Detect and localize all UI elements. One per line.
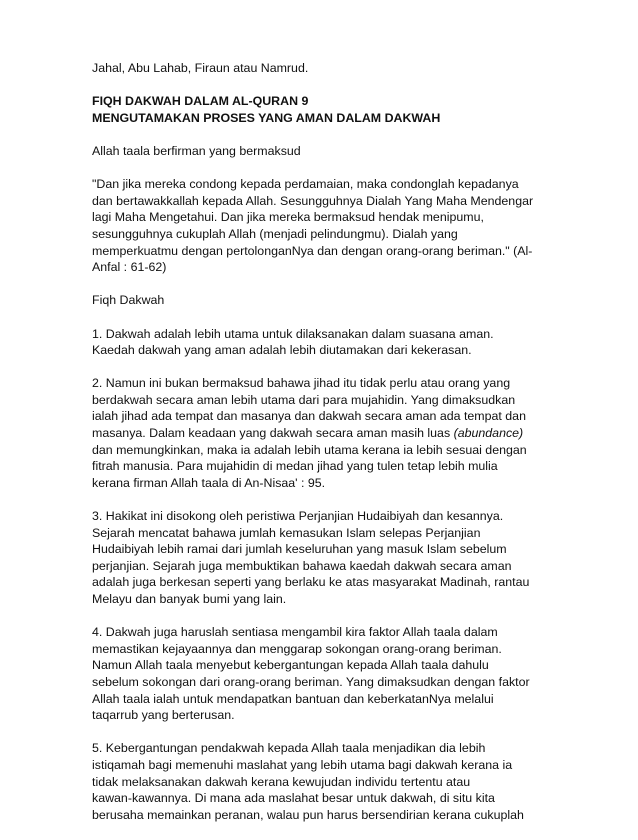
text-line: Allah taala ialah untuk mendapatkan bantuan dan keberkatanNya melalui	[92, 691, 494, 706]
point-4-paragraph	[92, 624, 562, 724]
text-line: memastikan kejayaannya dan menggarap sokongan orang-orang beriman.	[92, 641, 502, 656]
text-line: sesungguhnya cukuplah Allah (menjadi pelindungmu). Dialah yang	[92, 226, 458, 241]
text-line: kerana firman Allah taala di An-Nisaa' : 95.	[92, 475, 326, 490]
text-line: 5. Kebergantungan pendakwah kepada Allah taala menjadikan dia lebih	[92, 741, 486, 756]
point-1-paragraph	[92, 326, 562, 359]
text-line: Kaedah dakwah yang aman adalah lebih diutamakan dari kekerasan.	[92, 343, 472, 358]
point-2-paragraph	[92, 375, 562, 491]
text-line: 3. Hakikat ini disokong oleh peristiwa Perjanjian Hudaibiyah dan kesannya.	[92, 509, 504, 524]
text-line: "Dan jika mereka condong kepada perdamaian, maka condonglah kepadanya	[92, 177, 519, 192]
text-line: 4. Dakwah juga haruslah sentiasa mengambil kira faktor Allah taala dalam	[92, 625, 498, 640]
italic-term: (abundance)	[453, 426, 524, 441]
text-segment: masanya. Dalam keadaan yang dakwah secara aman masih luas	[92, 426, 454, 441]
text-line: fitrah manusia. Para mujahidin di medan jihad yang tulen tetap lebih mulia	[92, 459, 498, 474]
text-line-with-italic	[92, 425, 562, 442]
title-line: FIQH DAKWAH DALAM AL-QURAN 9	[92, 94, 309, 109]
text-line: lagi Maha Mengetahui. Dan jika mereka bermaksud hendak menipumu,	[92, 210, 484, 225]
point-5-paragraph	[92, 740, 562, 823]
text-line: berdakwah secara aman lebih utama dari para mujahidin. Yang dimaksudkan	[92, 392, 516, 407]
section-heading	[92, 292, 562, 309]
text-line: 2. Namun ini bukan bermaksud bahawa jihad itu tidak perlu atau orang yang	[92, 376, 511, 391]
text-line: dan memungkinkan, maka ia adalah lebih utama kerana ia lebih sesuai dengan	[92, 442, 527, 457]
text-line: berusaha memainkan peranan, walau pun harus bersendirian kerana cukuplah	[92, 807, 524, 822]
text-line: memperkuatmu dengan pertolonganNya dan dengan orang-orang beriman." (Al-	[92, 243, 533, 258]
text-line: Hudaibiyah lebih ramai dari jumlah keseluruhan yang masuk Islam sebelum	[92, 542, 507, 557]
text-line: Jahal, Abu Lahab, Firaun atau Namrud.	[92, 61, 309, 75]
document-title	[92, 93, 562, 126]
text-line: perjanjian. Sejarah juga membuktikan bahawa kaedah dakwah secara aman	[92, 558, 512, 573]
text-line: Namun Allah taala menyebut kebergantungan kepada Allah taala dahulu	[92, 658, 489, 673]
document-page	[92, 60, 562, 840]
text-line: tidak melaksanakan dakwah kerana kewujudan individu tertentu atau	[92, 774, 471, 789]
title-line: MENGUTAMAKAN PROSES YANG AMAN DALAM DAKWAH	[92, 110, 441, 125]
intro-paragraph	[92, 60, 562, 77]
point-3-paragraph	[92, 508, 562, 608]
quote-paragraph	[92, 176, 562, 276]
text-line: Melayu dan banyak bumi yang lain.	[92, 592, 287, 606]
text-line: Anfal : 61-62)	[92, 260, 167, 275]
text-line: ialah jihad ada tempat dan masanya dan dakwah secara aman ada tempat dan	[92, 409, 526, 424]
text-line: taqarrub yang berterusan.	[92, 708, 235, 723]
text-line: dan bertawakkallah kepada Allah. Sesungguhnya Dialah Yang Maha Mendengar	[92, 193, 534, 208]
text-line: adalah juga berkesan seperti yang berlaku ke atas masyarakat Madinah, rantau	[92, 575, 530, 590]
text-line: istiqamah bagi memenuhi maslahat yang lebih utama bagi dakwah kerana ia	[92, 757, 513, 772]
text-line: sebelum sokongan dari orang-orang beriman. Yang dimaksudkan dengan faktor	[92, 674, 530, 689]
text-line: kawan-kawannya. Di mana ada maslahat besar untuk dakwah, di situ kita	[92, 791, 495, 806]
text-line: Allah taala berfirman yang bermaksud	[92, 143, 301, 158]
text-line: 1. Dakwah adalah lebih utama untuk dilaksanakan dalam suasana aman.	[92, 326, 494, 341]
text-line: Sejarah mencatat bahawa jumlah kemasukan Islam selepas Perjanjian	[92, 525, 481, 540]
lead-paragraph	[92, 143, 562, 160]
text-line: Fiqh Dakwah	[92, 293, 165, 308]
